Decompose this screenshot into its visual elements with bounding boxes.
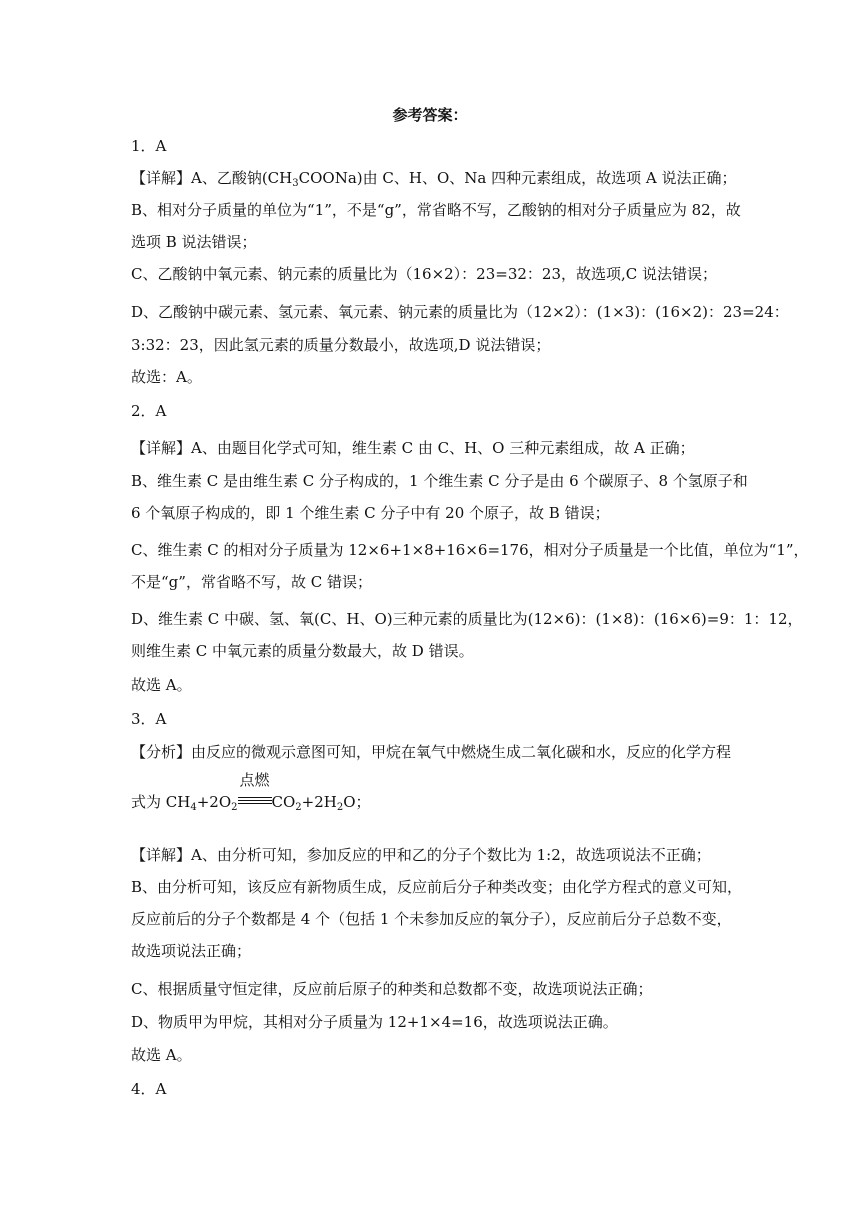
q3-explain-line: 反应前后的分子个数都是 4 个（包括 1 个未参加反应的氧分子），反应前后分子总数不变， bbox=[131, 910, 732, 928]
q1-explain-line: 3:32：23，因此氢元素的质量分数最小，故选项,D 说法错误； bbox=[131, 336, 551, 354]
q1-answer: 1．A bbox=[131, 137, 167, 155]
q1-explain-line: B、相对分子质量的单位为“1”，不是“g”，常省略不写，乙酸钠的相对分子质量应为 82，故 bbox=[131, 201, 741, 219]
q4-answer: 4．A bbox=[131, 1080, 167, 1098]
q2-explain-line: C、维生素 C 的相对分子质量为 12×6+1×8+16×6=176，相对分子质量是一个比值，单位为“1”， bbox=[131, 541, 809, 559]
q3-analysis-line: 【分析】由反应的微观示意图可知，甲烷在氧气中燃烧生成二氧化碳和水，反应的化学方程 bbox=[131, 743, 732, 761]
q2-explain-line: 不是“g”，常省略不写，故 C 错误； bbox=[131, 573, 372, 591]
reaction-condition: 点燃 bbox=[239, 771, 270, 789]
chemical-equation: 式为 $CH_4+2O_2$ 点燃 $CO_2+2H_2O$； bbox=[131, 771, 371, 813]
q2-explain-line: D、维生素 C 中碳、氢、氧(C、H、O)三种元素的质量比为(12×6)：(1×8)：(16×6)=9：1：12， bbox=[131, 610, 803, 628]
q2-explain-line: B、维生素 C 是由维生素 C 分子构成的，1 个维生素 C 分子是由 6 个碳原子、8 个氢原子和 bbox=[131, 472, 748, 490]
equals-bars-icon bbox=[238, 797, 272, 804]
q3-explain-line: C、根据质量守恒定律，反应前后原子的种类和总数都不变，故选项说法正确； bbox=[131, 980, 653, 998]
reaction-arrow bbox=[238, 771, 272, 807]
q1-explain-line: D、乙酸钠中碳元素、氢元素、氧元素、钠元素的质量比为（12×2）：(1×3)：(16×2)：23=24： bbox=[131, 303, 789, 321]
q1-conclusion: 故选：A。 bbox=[131, 368, 202, 386]
q2-answer: 2．A bbox=[131, 402, 167, 420]
q3-explain-line: 故选项说法正确； bbox=[131, 942, 252, 960]
q3-explain-line: B、由分析可知，该反应有新物质生成，反应前后分子种类改变；由化学方程式的意义可知， bbox=[131, 878, 743, 896]
q2-explain-line: 【详解】A、由题目化学式可知，维生素 C 由 C、H、O 三种元素组成，故 A 正确； bbox=[131, 439, 695, 457]
page-title: 参考答案： bbox=[392, 106, 468, 124]
q2-explain-line: 6 个氧原子构成的，即 1 个维生素 C 分子中有 20 个原子，故 B 错误； bbox=[131, 504, 610, 522]
q3-conclusion: 故选 A。 bbox=[131, 1046, 192, 1064]
q1-explain-line: 【详解】A、乙酸钠$(CH_3COONa)$由 C、H、O、Na 四种元素组成，故选项 A 说法正确； bbox=[131, 169, 737, 189]
q2-conclusion: 故选 A。 bbox=[131, 676, 192, 694]
q2-explain-line: 则维生素 C 中氧元素的质量分数最大，故 D 错误。 bbox=[131, 642, 474, 660]
q3-explain-line: 【详解】A、由分析可知，参加反应的甲和乙的分子个数比为 1:2，故选项说法不正确； bbox=[131, 846, 711, 864]
q1-explain-line: 选项 B 说法错误； bbox=[131, 233, 257, 251]
q3-answer: 3．A bbox=[131, 710, 167, 728]
q1-explain-line: C、乙酸钠中氧元素、钠元素的质量比为（16×2）：23=32：23，故选项,C 说法错误； bbox=[131, 265, 718, 283]
q3-explain-line: D、物质甲为甲烷，其相对分子质量为 12+1×4=16，故选项说法正确。 bbox=[131, 1013, 618, 1031]
